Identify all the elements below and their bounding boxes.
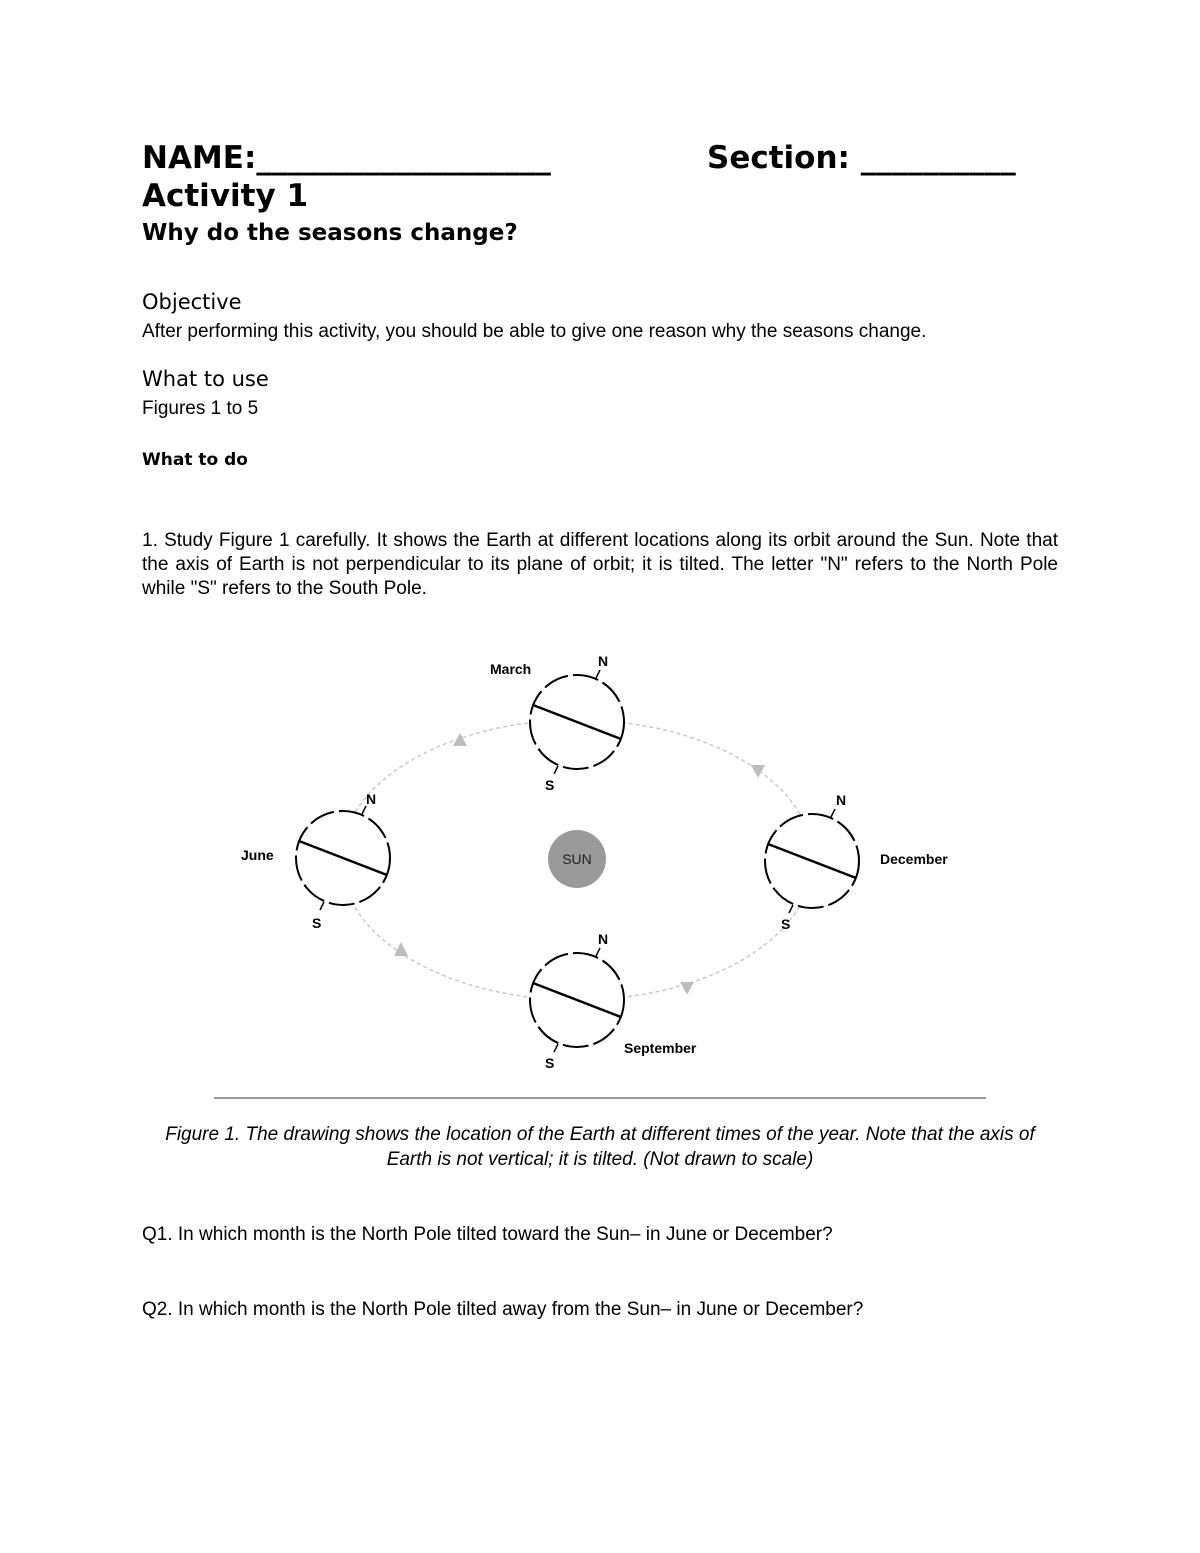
question-2: Q2. In which month is the North Pole tilted away from the Sun– in June or December? (142, 1299, 864, 1320)
what-to-use-text: Figures 1 to 5 (142, 398, 259, 419)
month-label-december: December (880, 851, 948, 867)
sun-label: SUN (562, 851, 592, 867)
orbit-diagram (200, 640, 1000, 1110)
earth-december (765, 792, 948, 932)
north-label-june: N (366, 791, 377, 807)
objective-text: After performing this activity, you should be able to give one reason why the seasons change. (142, 321, 927, 342)
earth-march (490, 653, 624, 793)
objective-heading: Objective (142, 290, 242, 314)
south-label-december: S (781, 916, 791, 932)
month-label-march: March (490, 661, 532, 677)
figure-caption: Figure 1. The drawing shows the location of the Earth at different times of the year. Note that the axis of Earth is not vertical; it is tilted. (Not drawn to scale) (165, 1124, 1035, 1170)
question-1: Q1. In which month is the North Pole tilted toward the Sun– in June or December? (142, 1224, 833, 1245)
orbit-arrow-bottom-right (680, 982, 694, 995)
earth-september (530, 931, 697, 1071)
south-label-june: S (312, 915, 322, 931)
orbit-arrow-top-left (453, 733, 467, 746)
north-label-september: N (598, 931, 609, 947)
month-label-september: September (624, 1040, 697, 1056)
orbit-figure (200, 640, 1000, 1110)
south-label-september: S (545, 1055, 555, 1071)
activity-subtitle: Why do the seasons change? (142, 220, 518, 246)
step-1-text: 1. Study Figure 1 carefully. It shows the Earth at different locations along its orbit around the Sun. Note that the axis of Earth is not perpendicular to its plane of orbit; it is tilted. The letter "N" refers to the North Pole while "S" refers to the South Pole. (142, 530, 1058, 599)
orbit-arrow-top-right (751, 765, 765, 778)
section-field: Section: __________ (707, 140, 1016, 176)
earth-june (241, 791, 390, 931)
month-label-june: June (241, 847, 274, 863)
north-label-march: N (598, 653, 609, 669)
what-to-do-heading: What to do (142, 450, 248, 470)
south-label-march: S (545, 777, 555, 793)
activity-title: Activity 1 (142, 178, 309, 214)
what-to-use-heading: What to use (142, 367, 269, 391)
name-field: NAME:___________________ (142, 140, 551, 176)
north-label-december: N (836, 792, 847, 808)
